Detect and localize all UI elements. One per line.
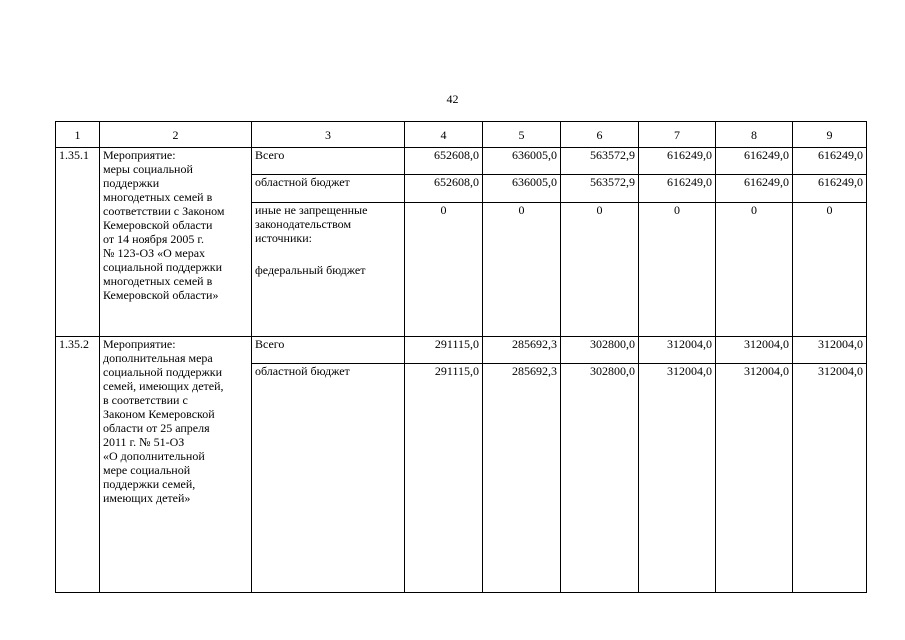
- row-id: 1.35.1: [56, 148, 100, 337]
- header-cell: 8: [716, 122, 793, 148]
- description-text: Мероприятие: меры социальной поддержки многодетных семей в соответствии с Законом Кемеровской области от 14 ноября 2005 г. № 123-ОЗ «О мерах социальной поддержки многодетных семей в Кемеровской области»: [103, 148, 225, 302]
- table-row: [56, 337, 867, 364]
- header-cell: 5: [483, 122, 561, 148]
- value-cell: 312004,0: [716, 337, 793, 364]
- header-cell: 9: [793, 122, 867, 148]
- row-description: [100, 148, 252, 337]
- value-cell: 312004,0: [793, 364, 867, 593]
- source-label: Всего: [252, 337, 405, 364]
- source-label: Всего: [252, 148, 405, 175]
- value-cell: 285692,3: [483, 337, 561, 364]
- header-cell: 2: [100, 122, 252, 148]
- source-label: областной бюджет: [252, 175, 405, 203]
- header-cell: 3: [252, 122, 405, 148]
- value-cell: 616249,0: [639, 148, 716, 175]
- federal-budget-label: федеральный бюджет: [255, 263, 366, 277]
- value-cell: 0: [405, 203, 483, 337]
- value-cell: 312004,0: [639, 337, 716, 364]
- header-cell: 6: [561, 122, 639, 148]
- other-sources-label: иные не запрещенные законодательством источники:: [255, 203, 368, 245]
- budget-table: [55, 121, 867, 593]
- value-cell: 616249,0: [639, 175, 716, 203]
- source-label: областной бюджет: [252, 364, 405, 593]
- header-cell: 4: [405, 122, 483, 148]
- value-cell: 563572,9: [561, 148, 639, 175]
- value-cell: 652608,0: [405, 175, 483, 203]
- value-cell: 616249,0: [716, 175, 793, 203]
- value-cell: 0: [793, 203, 867, 337]
- value-cell: 312004,0: [793, 337, 867, 364]
- value-cell: 302800,0: [561, 364, 639, 593]
- table-header-row: [56, 122, 867, 148]
- value-cell: 291115,0: [405, 337, 483, 364]
- value-cell: 312004,0: [716, 364, 793, 593]
- value-cell: 616249,0: [716, 148, 793, 175]
- page-number: 42: [446, 92, 459, 106]
- value-cell: 636005,0: [483, 175, 561, 203]
- value-cell: 652608,0: [405, 148, 483, 175]
- value-cell: 616249,0: [793, 175, 867, 203]
- value-cell: 0: [639, 203, 716, 337]
- value-cell: 291115,0: [405, 364, 483, 593]
- value-cell: 0: [483, 203, 561, 337]
- header-cell: 7: [639, 122, 716, 148]
- value-cell: 312004,0: [639, 364, 716, 593]
- value-cell: 616249,0: [793, 148, 867, 175]
- row-id: 1.35.2: [56, 337, 100, 593]
- value-cell: 0: [561, 203, 639, 337]
- value-cell: 563572,9: [561, 175, 639, 203]
- header-cell: 1: [56, 122, 100, 148]
- value-cell: 636005,0: [483, 148, 561, 175]
- row-description: [100, 337, 252, 593]
- source-label: [252, 203, 405, 337]
- value-cell: 285692,3: [483, 364, 561, 593]
- value-cell: 302800,0: [561, 337, 639, 364]
- value-cell: 0: [716, 203, 793, 337]
- table-row: [56, 148, 867, 175]
- description-text: Мероприятие: дополнительная мера социальной поддержки семей, имеющих детей, в соответствии с Законом Кемеровской области от 25 апреля 2011 г. № 51-ОЗ «О дополнительной мере социальной поддержки семей, имеющих детей»: [103, 337, 224, 505]
